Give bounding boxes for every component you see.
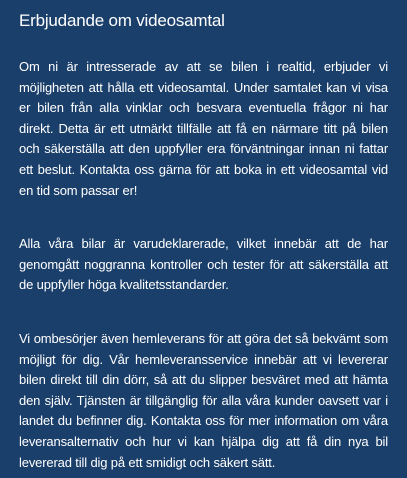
section-title: Erbjudande om videosamtal [19, 11, 225, 30]
declared-cars-paragraph: Alla våra bilar är varudeklarerade, vilket innebär att de har genomgått noggranna kontroller och tester för att säkerställa att de uppfyller höga kvalitetsstandarder. [19, 236, 388, 293]
video-call-paragraph: Om ni är intresserade av att se bilen i realtid, erbjuder vi möjligheten att hålla ett videosamtal. Under samtalet kan vi visa er bilen från alla vinklar och besvara eventuella frågor ni har direkt. Detta är ett utmärkt tillfälle att få en närmare titt på bilen och säkerställa att den uppfyller era förväntningar innan ni fattar ett beslut. Kontakta oss gärna för att boka in ett videosamtal vid en tid som passar er! [19, 59, 388, 198]
home-delivery-paragraph: Vi ombesörjer även hemleverans för att göra det så bekvämt som möjligt för dig. Vår hemleveransservice innebär att vi levererar bilen direkt till din dörr, så att du slipper besväret med att hämta den själv. Tjänsten är tillgänglig för alla våra kunder oavsett var i landet du befinner dig. Kontakta oss för mer information om våra leveransalternativ och hur vi kan hjälpa dig att få din nya bil levererad till dig på ett smidigt och säkert sätt. [19, 330, 388, 470]
